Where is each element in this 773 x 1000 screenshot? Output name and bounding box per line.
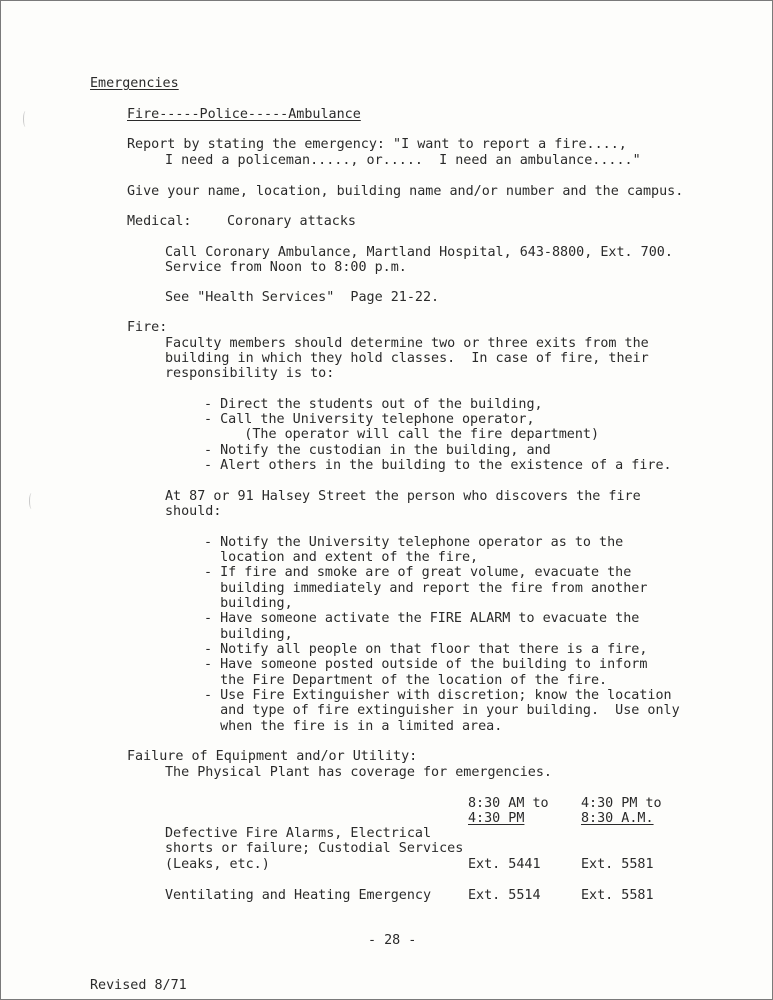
scan-margin-mark — [29, 493, 34, 509]
row1-description-line: (Leaks, etc.) — [165, 857, 270, 872]
day-shift-header-line-2: 4:30 PM — [468, 811, 525, 826]
row2-night-ext: Ext. 5581 — [581, 888, 654, 903]
medical-service-line: Service from Noon to 8:00 p.m. — [165, 260, 407, 275]
failure-label: Failure of Equipment and/or Utility: — [127, 749, 418, 764]
halsey-step-line: and type of fire extinguisher in your building. Use only — [204, 703, 680, 718]
fire-intro-line: Faculty members should determine two or three exits from the — [165, 336, 649, 351]
fire-duty-item: - Alert others in the building to the existence of a fire. — [204, 458, 672, 473]
fire-intro-line: building in which they hold classes. In case of fire, their — [165, 351, 649, 366]
fire-label: Fire: — [127, 320, 168, 335]
section-title: Emergencies — [90, 76, 179, 91]
medical-topic: Coronary attacks — [227, 214, 356, 229]
halsey-step-line: building immediately and report the fire from another — [204, 581, 648, 596]
row1-description-line: Defective Fire Alarms, Electrical — [165, 826, 432, 841]
night-shift-header-line-2: 8:30 A.M. — [581, 811, 654, 826]
scan-margin-mark — [23, 111, 28, 127]
report-line-1: Report by stating the emergency: "I want to report a fire...., — [127, 137, 627, 152]
halsey-step-line: - Have someone posted outside of the building to inform — [204, 657, 648, 672]
fire-duty-item: (The operator will call the fire department) — [204, 427, 600, 442]
fire-duty-item: - Notify the custodian in the building, and — [204, 443, 551, 458]
medical-call-line: Call Coronary Ambulance, Martland Hospital, 643-8800, Ext. 700. — [165, 245, 673, 260]
give-info-line: Give your name, location, building name and/or number and the campus. — [127, 184, 684, 199]
revised-date: Revised 8/71 — [90, 978, 187, 993]
fire-duty-item: - Direct the students out of the building, — [204, 397, 543, 412]
halsey-step-line: building, — [204, 596, 293, 611]
halsey-step-line: - Notify all people on that floor that there is a fire, — [204, 642, 648, 657]
halsey-step-line: - Have someone activate the FIRE ALARM to evacuate the — [204, 611, 640, 626]
halsey-step-line: when the fire is in a limited area. — [204, 719, 503, 734]
page-number: - 28 - — [368, 933, 417, 948]
halsey-intro-line: At 87 or 91 Halsey Street the person who discovers the fire — [165, 489, 641, 504]
halsey-step-line: location and extent of the fire, — [204, 550, 479, 565]
halsey-step-line: - Notify the University telephone operator as to the — [204, 535, 624, 550]
row1-day-ext: Ext. 5441 — [468, 857, 541, 872]
failure-note: The Physical Plant has coverage for emergencies. — [165, 765, 552, 780]
fire-duty-item: - Call the University telephone operator, — [204, 412, 535, 427]
medical-see-line: See "Health Services" Page 21-22. — [165, 290, 440, 305]
row1-description-line: shorts or failure; Custodial Services — [165, 841, 464, 856]
day-shift-header-line-1: 8:30 AM to — [468, 796, 549, 811]
row1-night-ext: Ext. 5581 — [581, 857, 654, 872]
halsey-step-line: - Use Fire Extinguisher with discretion; know the location — [204, 688, 672, 703]
halsey-intro-line: should: — [165, 504, 222, 519]
halsey-step-line: - If fire and smoke are of great volume, evacuate the — [204, 565, 632, 580]
fire-intro-line: responsibility is to: — [165, 366, 335, 381]
report-line-2: I need a policeman....., or..... I need an ambulance....." — [165, 153, 641, 168]
row2-description: Ventilating and Heating Emergency — [165, 888, 432, 903]
halsey-step-line: building, — [204, 627, 293, 642]
row2-day-ext: Ext. 5514 — [468, 888, 541, 903]
subtitle: Fire-----Police-----Ambulance — [127, 107, 361, 122]
night-shift-header-line-1: 4:30 PM to — [581, 796, 662, 811]
medical-label: Medical: — [127, 214, 192, 229]
halsey-step-line: the Fire Department of the location of the fire. — [204, 673, 608, 688]
